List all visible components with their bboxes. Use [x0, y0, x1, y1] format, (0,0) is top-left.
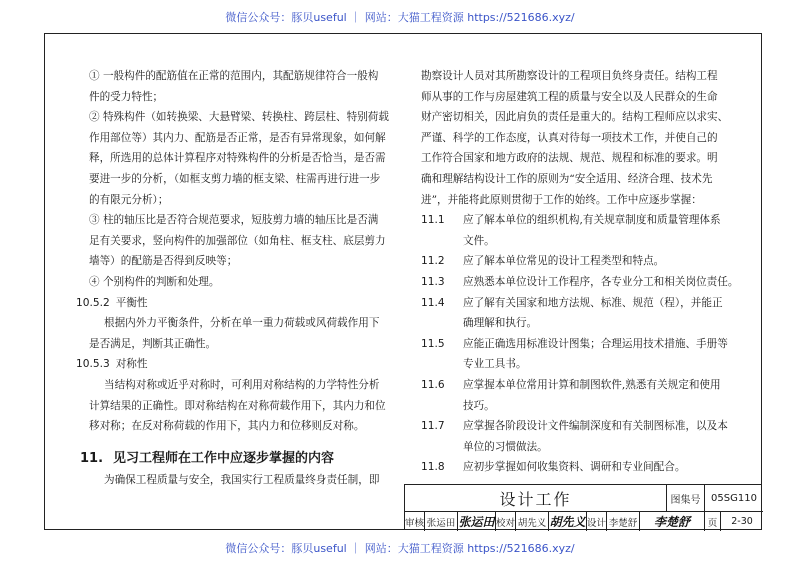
check-signature: 胡先义 — [549, 512, 587, 531]
text-line: 财产密切相关，因此肩负的责任是重大的。结构工程师应以求实、 — [421, 111, 729, 124]
section-number: 11. — [80, 450, 104, 466]
check-name: 胡先义 — [516, 512, 549, 531]
text-line: 足有关要求，竖向构件的加强部位（如角柱、框支柱、底层剪力 — [89, 234, 386, 247]
atlas-number-label: 图集号 — [667, 485, 705, 512]
page-number: 2-30 — [731, 516, 753, 527]
text-line: ① 一般构件的配筋值在正常的范围内，其配筋规律符合一般构 — [89, 70, 379, 82]
text-line: 作用部位等）其内力、配筋是否正常，是否有异常现象，如何解 — [89, 131, 386, 144]
text-line: 墙等）的配筋是否得到反映等； — [89, 255, 238, 268]
text-line: 移对称；在反对称荷载的作用下，其内力和位移则反对称。 — [89, 420, 365, 433]
section-title: 对称性 — [115, 358, 148, 371]
text-line: 释，所选用的总体计算程序对特殊构件的分析是否恰当，是否需 — [89, 152, 386, 165]
text-line: 确和理解结构设计工作的原则为“安全适用、经济合理、技术先 — [421, 172, 713, 185]
text-line: 是否满足，判断其正确性。 — [89, 337, 217, 350]
page-label: 页 — [705, 512, 721, 531]
section-heading-11 — [80, 448, 396, 470]
section-title: 见习工程师在工作中应逐步掌握的内容 — [113, 450, 335, 466]
section-number: 10.5.2 — [76, 296, 110, 309]
list-item-11-7: 11.7 应掌握各阶段设计文件编制深度和有关制图标准，以及本 — [421, 420, 728, 433]
section-title: 平衡性 — [115, 296, 148, 309]
review-signature: 张运田 — [458, 512, 496, 531]
list-item-11-5: 11.5 应能正确选用标准设计图集；合理运用技术措施、手册等 — [421, 337, 728, 350]
design-label: 设计 — [587, 512, 607, 531]
list-item-11-7-cont: 单位的习惯做法。 — [463, 440, 548, 453]
review-name: 张运田 — [425, 512, 458, 531]
section-number: 10.5.3 — [76, 358, 110, 371]
text-line: 件的受力特性； — [89, 90, 164, 103]
text-line: ② 特殊构件（如转换梁、大悬臂梁、转换柱、跨层柱、特别荷载 — [89, 111, 389, 124]
list-item-11-3: 11.3 应熟悉本单位设计工作程序，各专业分工和相关岗位责任。 — [421, 275, 739, 288]
left-column — [76, 66, 396, 490]
text-line: 当结构对称或近乎对称时，可利用对称结构的力学特性分析 — [104, 378, 380, 391]
atlas-number-value: 05SG110 — [705, 485, 763, 512]
watermark-bottom: 微信公众号：豚贝useful ｜ 网站：大猫工程资源 https://521686.xyz/ — [225, 542, 575, 555]
text-line: 计算结果的正确性。即对称结构在对称荷载作用下，其内力和位 — [89, 399, 386, 412]
design-name: 李楚舒 — [607, 512, 640, 531]
text-line: 严谨、科学的工作态度，认真对待每一项技术工作，并使自己的 — [421, 131, 718, 144]
check-label: 校对 — [496, 512, 516, 531]
design-signature: 李楚舒 — [640, 512, 705, 531]
list-item-11-6: 11.6 应掌握本单位常用计算和制图软件,熟悉有关规定和使用 — [421, 378, 721, 391]
list-item-11-5-cont: 专业工具书。 — [463, 358, 527, 371]
text-line: ④ 个别构件的判断和处理。 — [89, 275, 220, 288]
section-heading-10-5-3 — [76, 354, 396, 375]
text-line: ③ 柱的轴压比是否符合规范要求，短肢剪力墙的轴压比是否满 — [89, 214, 379, 227]
text-line: 勘察设计人员对其所勘察设计的工程项目负终身责任。结构工程 — [421, 70, 718, 82]
text-line: 进”，并能将此原则贯彻于工作的始终。工作中应逐步掌握： — [421, 193, 702, 206]
text-line: 根据内外力平衡条件，分析在单一重力荷载或风荷载作用下 — [104, 317, 380, 330]
section-heading-10-5-2 — [76, 293, 396, 314]
review-label: 审核 — [405, 512, 425, 531]
text-line: 师从事的工作与房屋建筑工程的质量与安全以及人民群众的生命 — [421, 90, 718, 103]
title-block — [404, 484, 762, 530]
drawing-title: 设计工作 — [405, 485, 667, 512]
list-item-11-2: 11.2 应了解本单位常见的设计工程类型和特点。 — [421, 255, 665, 268]
list-item-11-1: 11.1 应了解本单位的组织机构,有关规章制度和质量管理体系 — [421, 214, 721, 227]
list-item-11-4: 11.4 应了解有关国家和地方法规、标准、规范（程），并能正 — [421, 296, 723, 309]
watermark-top: 微信公众号：豚贝useful ｜ 网站：大猫工程资源 https://521686.xyz/ — [225, 11, 575, 24]
list-item-11-4-cont: 确理解和执行。 — [463, 317, 538, 330]
text-line: 的有限元分析）； — [89, 193, 169, 206]
text-line: 工作符合国家和地方政府的法规、规范、规程和标准的要求。明 — [421, 152, 718, 165]
list-item-11-8: 11.8 应初步掌握如何收集资料、调研和专业间配合。 — [421, 461, 686, 474]
text-line: 为确保工程质量与安全，我国实行工程质量终身责任制，即 — [104, 473, 380, 486]
list-item-11-1-cont: 文件。 — [463, 234, 495, 247]
text-line: 要进一步的分析，（如框支剪力墙的框支梁、柱需再进行进一步 — [89, 172, 381, 185]
right-column — [421, 66, 739, 478]
list-item-11-6-cont: 技巧。 — [463, 399, 495, 412]
